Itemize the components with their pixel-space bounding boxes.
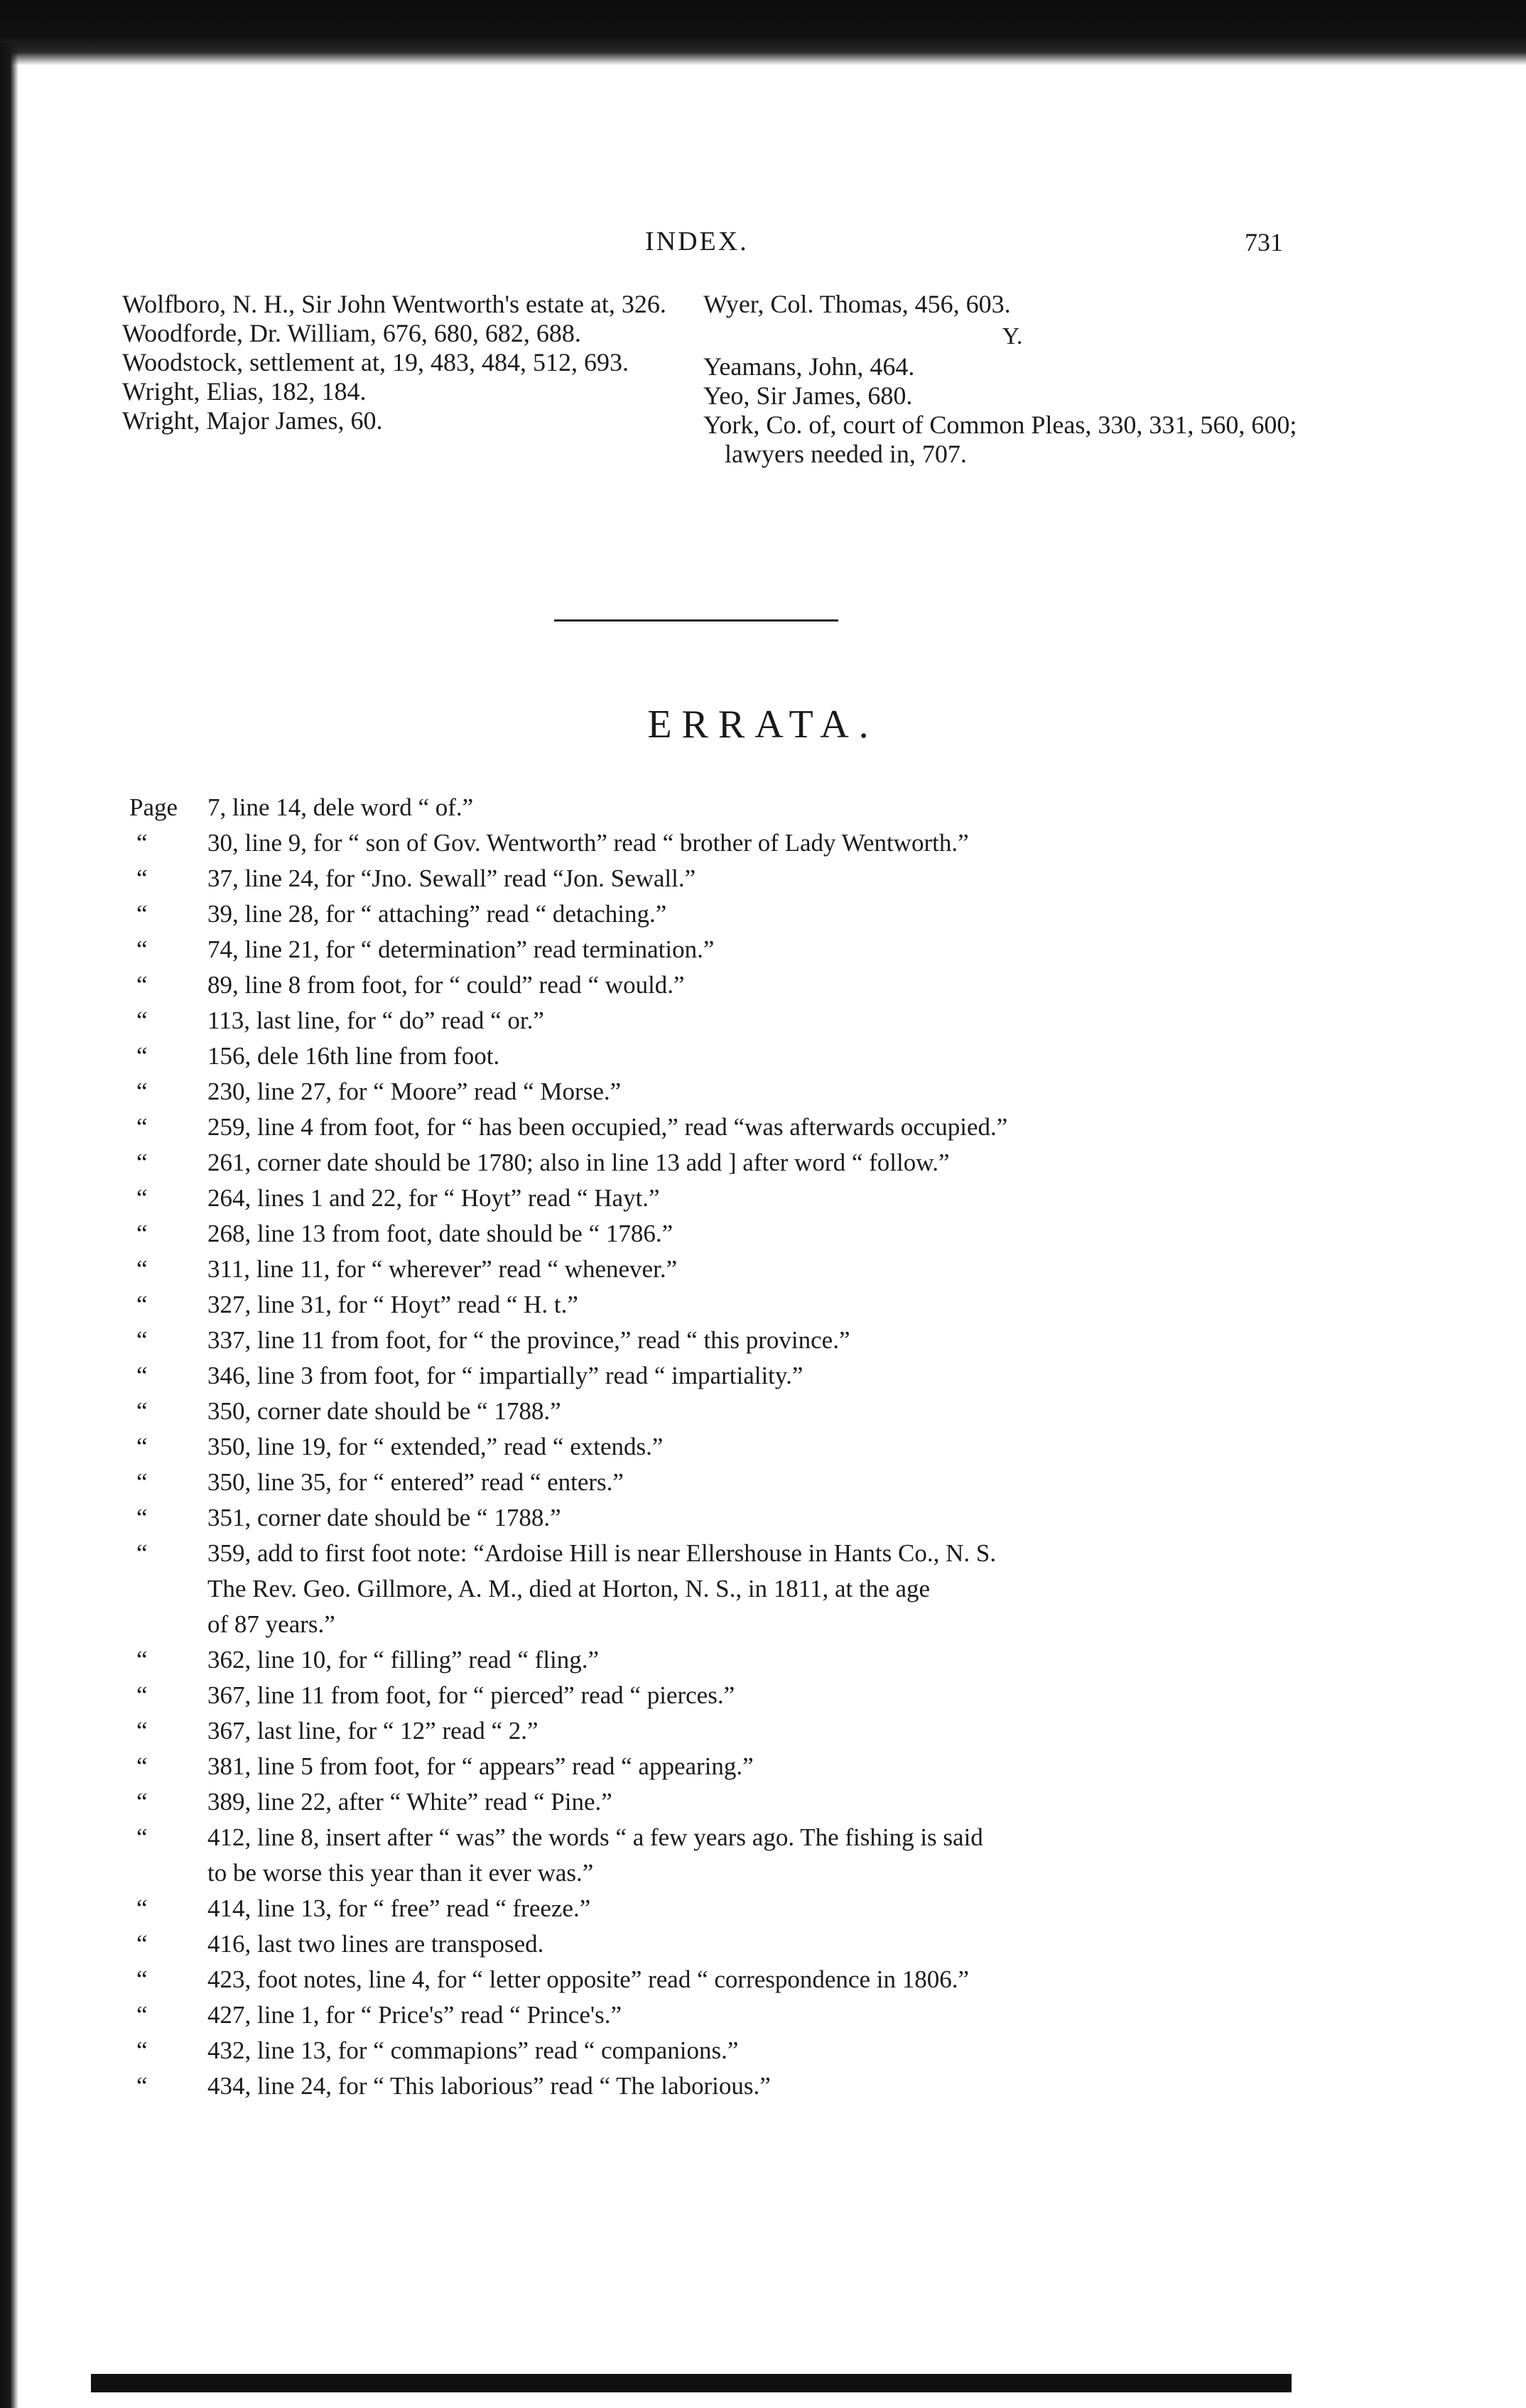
ditto-mark: “ bbox=[136, 1149, 148, 1176]
running-title: INDEX. bbox=[645, 227, 749, 256]
ditto-mark: “ bbox=[136, 1433, 148, 1460]
index-left-column bbox=[122, 290, 683, 435]
index-right-column bbox=[703, 290, 1307, 469]
errata-entry bbox=[129, 1500, 1323, 1536]
scan-border-left bbox=[0, 43, 18, 2408]
errata-entry-text: 412, line 8, insert after “ was” the words “ a few years ago. The fishing is said to be worse this year than it ever was.” bbox=[207, 1823, 983, 1887]
errata-entry bbox=[129, 896, 1323, 932]
errata-entry-text: 264, lines 1 and 22, for “ Hoyt” read “ Hayt.” bbox=[207, 1184, 660, 1212]
index-entry: Wright, Elias, 182, 184. bbox=[122, 377, 367, 406]
errata-entry bbox=[129, 2033, 1323, 2068]
ditto-mark: “ bbox=[136, 1362, 148, 1389]
ditto-mark: “ bbox=[136, 971, 148, 999]
errata-entry bbox=[129, 825, 1323, 861]
ditto-mark: “ bbox=[136, 1220, 148, 1247]
errata-entry-text: 311, line 11, for “ wherever” read “ whenever.” bbox=[207, 1255, 678, 1283]
errata-entry-text: 37, line 24, for “Jno. Sewall” read “Jon. Sewall.” bbox=[207, 864, 696, 892]
errata-entry-text: 367, line 11 from foot, for “ pierced” read “ pierces.” bbox=[207, 1681, 735, 1709]
ditto-mark: “ bbox=[136, 1930, 148, 1958]
ditto-mark: “ bbox=[136, 1646, 148, 1674]
errata-entry bbox=[129, 1110, 1323, 1145]
errata-entry bbox=[129, 790, 1323, 825]
ditto-mark: “ bbox=[136, 935, 148, 963]
ditto-mark: “ bbox=[136, 1042, 148, 1070]
errata-entry-text: 261, corner date should be 1780; also in line 13 add ] after word “ follow.” bbox=[207, 1149, 950, 1176]
scan-border-top bbox=[0, 0, 1526, 65]
index-entry: Wright, Major James, 60. bbox=[122, 406, 383, 435]
ditto-mark: “ bbox=[136, 900, 148, 928]
ditto-mark: “ bbox=[136, 1717, 148, 1745]
errata-entry bbox=[129, 1323, 1323, 1358]
errata-entry-text: 230, line 27, for “ Moore” read “ Morse.” bbox=[207, 1078, 622, 1105]
errata-entry bbox=[129, 1891, 1323, 1926]
errata-entry bbox=[129, 1820, 1323, 1891]
errata-entry-text: 381, line 5 from foot, for “ appears” read “ appearing.” bbox=[207, 1752, 754, 1780]
errata-entry-text: 423, foot notes, line 4, for “ letter opposite” read “ correspondence in 1806.” bbox=[207, 1965, 969, 1993]
errata-entry-text: 350, corner date should be “ 1788.” bbox=[207, 1397, 561, 1425]
running-head bbox=[0, 226, 1526, 261]
index-entry: Yeo, Sir James, 680. bbox=[703, 381, 913, 410]
errata-entry-text: 434, line 24, for “ This laborious” read “ The laborious.” bbox=[207, 2072, 771, 2100]
errata-entry-text: 427, line 1, for “ Price's” read “ Prince's.” bbox=[207, 2001, 622, 2029]
errata-entry bbox=[129, 1252, 1323, 1287]
errata-list bbox=[129, 790, 1323, 2104]
errata-entry bbox=[129, 1536, 1323, 1642]
index-entry: York, Co. of, court of Common Pleas, 330, 331, 560, 600; lawyers needed in, 707. bbox=[703, 411, 1297, 468]
errata-entry bbox=[129, 1642, 1323, 1678]
errata-entry bbox=[129, 1003, 1323, 1038]
errata-entry bbox=[129, 1074, 1323, 1110]
ditto-mark: “ bbox=[136, 1184, 148, 1212]
errata-entry-text: 389, line 22, after “ White” read “ Pine.” bbox=[207, 1788, 612, 1816]
errata-entry-text: 259, line 4 from foot, for “ has been occupied,” read “was afterwards occupied.” bbox=[207, 1113, 1008, 1141]
ditto-mark: “ bbox=[136, 1397, 148, 1425]
ditto-mark: “ bbox=[136, 1255, 148, 1283]
errata-entry bbox=[129, 1394, 1323, 1429]
ditto-mark: “ bbox=[136, 1894, 148, 1922]
errata-title: ERRATA. bbox=[647, 703, 879, 747]
errata-entry bbox=[129, 1997, 1323, 2033]
errata-entry-text: 367, last line, for “ 12” read “ 2.” bbox=[207, 1717, 539, 1745]
errata-entry bbox=[129, 1216, 1323, 1252]
errata-entry-text: 268, line 13 from foot, date should be “ 1786.” bbox=[207, 1220, 673, 1247]
errata-entry-text: 414, line 13, for “ free” read “ freeze.” bbox=[207, 1894, 591, 1922]
errata-entry bbox=[129, 1749, 1323, 1784]
errata-entry-text: 156, dele 16th line from foot. bbox=[207, 1042, 500, 1070]
errata-entry bbox=[129, 1465, 1323, 1500]
errata-entry-text: 351, corner date should be “ 1788.” bbox=[207, 1504, 561, 1531]
section-divider bbox=[554, 619, 838, 622]
errata-entry-text: 7, line 14, dele word “ of.” bbox=[207, 793, 474, 821]
errata-entry-text: 350, line 35, for “ entered” read “ enters.” bbox=[207, 1468, 624, 1496]
errata-page-label: Page bbox=[129, 793, 178, 821]
errata-entry-text: 327, line 31, for “ Hoyt” read “ H. t.” bbox=[207, 1291, 578, 1318]
errata-entry bbox=[129, 1926, 1323, 1962]
ditto-mark: “ bbox=[136, 1007, 148, 1034]
index-entry: Wyer, Col. Thomas, 456, 603. bbox=[703, 290, 1011, 318]
errata-entry bbox=[129, 967, 1323, 1003]
errata-entry-text: 432, line 13, for “ commapions” read “ companions.” bbox=[207, 2037, 739, 2064]
ditto-mark: “ bbox=[136, 829, 148, 857]
errata-entry bbox=[129, 1287, 1323, 1323]
index-entry: Woodstock, settlement at, 19, 483, 484, 512, 693. bbox=[122, 348, 629, 376]
errata-entry-text: 89, line 8 from foot, for “ could” read “ would.” bbox=[207, 971, 685, 999]
errata-entry bbox=[129, 1038, 1323, 1074]
errata-entry bbox=[129, 1429, 1323, 1465]
scan-border-bottom bbox=[91, 2374, 1292, 2392]
index-entry: Yeamans, John, 464. bbox=[703, 352, 915, 381]
ditto-mark: “ bbox=[136, 1788, 148, 1816]
errata-entry-text: 416, last two lines are transposed. bbox=[207, 1930, 544, 1958]
ditto-mark: “ bbox=[136, 1291, 148, 1318]
ditto-mark: “ bbox=[136, 1326, 148, 1354]
ditto-mark: “ bbox=[136, 2072, 148, 2100]
errata-entry-text: 362, line 10, for “ filling” read “ fling.” bbox=[207, 1646, 600, 1674]
ditto-mark: “ bbox=[136, 1468, 148, 1496]
page-number: 731 bbox=[1245, 228, 1283, 256]
errata-entry bbox=[129, 861, 1323, 896]
index-entry: Wolfboro, N. H., Sir John Wentworth's estate at, 326. bbox=[122, 290, 666, 318]
errata-entry bbox=[129, 1145, 1323, 1181]
ditto-mark: “ bbox=[136, 2001, 148, 2029]
errata-entry-text: 346, line 3 from foot, for “ impartially” read “ impartiality.” bbox=[207, 1362, 803, 1389]
errata-entry bbox=[129, 1358, 1323, 1394]
errata-entry bbox=[129, 932, 1323, 967]
errata-entry bbox=[129, 1678, 1323, 1713]
errata-entry-text: 39, line 28, for “ attaching” read “ detaching.” bbox=[207, 900, 667, 928]
ditto-mark: “ bbox=[136, 1539, 148, 1567]
errata-entry-text: 74, line 21, for “ determination” read termination.” bbox=[207, 935, 715, 963]
errata-entry-text: 337, line 11 from foot, for “ the province,” read “ this province.” bbox=[207, 1326, 850, 1354]
errata-entry bbox=[129, 1713, 1323, 1749]
ditto-mark: “ bbox=[136, 1078, 148, 1105]
errata-entry-text: 113, last line, for “ do” read “ or.” bbox=[207, 1007, 544, 1034]
errata-entry-text: 350, line 19, for “ extended,” read “ extends.” bbox=[207, 1433, 664, 1460]
ditto-mark: “ bbox=[136, 1965, 148, 1993]
ditto-mark: “ bbox=[136, 1681, 148, 1709]
index-letter-heading: Y. bbox=[1002, 323, 1023, 349]
errata-entry-text: 30, line 9, for “ son of Gov. Wentworth” read “ brother of Lady Wentworth.” bbox=[207, 829, 969, 857]
ditto-mark: “ bbox=[136, 1823, 148, 1851]
errata-entry bbox=[129, 2068, 1323, 2104]
index-entry: Woodforde, Dr. William, 676, 680, 682, 688. bbox=[122, 319, 581, 347]
errata-entry bbox=[129, 1962, 1323, 1997]
errata-entry bbox=[129, 1784, 1323, 1820]
ditto-mark: “ bbox=[136, 1113, 148, 1141]
errata-entry bbox=[129, 1181, 1323, 1216]
ditto-mark: “ bbox=[136, 1752, 148, 1780]
ditto-mark: “ bbox=[136, 2037, 148, 2064]
ditto-mark: “ bbox=[136, 1504, 148, 1531]
ditto-mark: “ bbox=[136, 864, 148, 892]
errata-entry-text: 359, add to first foot note: “Ardoise Hill is near Ellershouse in Hants Co., N. S. The Rev. Geo. Gillmore, A. M., died at Horton, N. S., in 1811, at the age of 87 years.” bbox=[207, 1539, 997, 1638]
